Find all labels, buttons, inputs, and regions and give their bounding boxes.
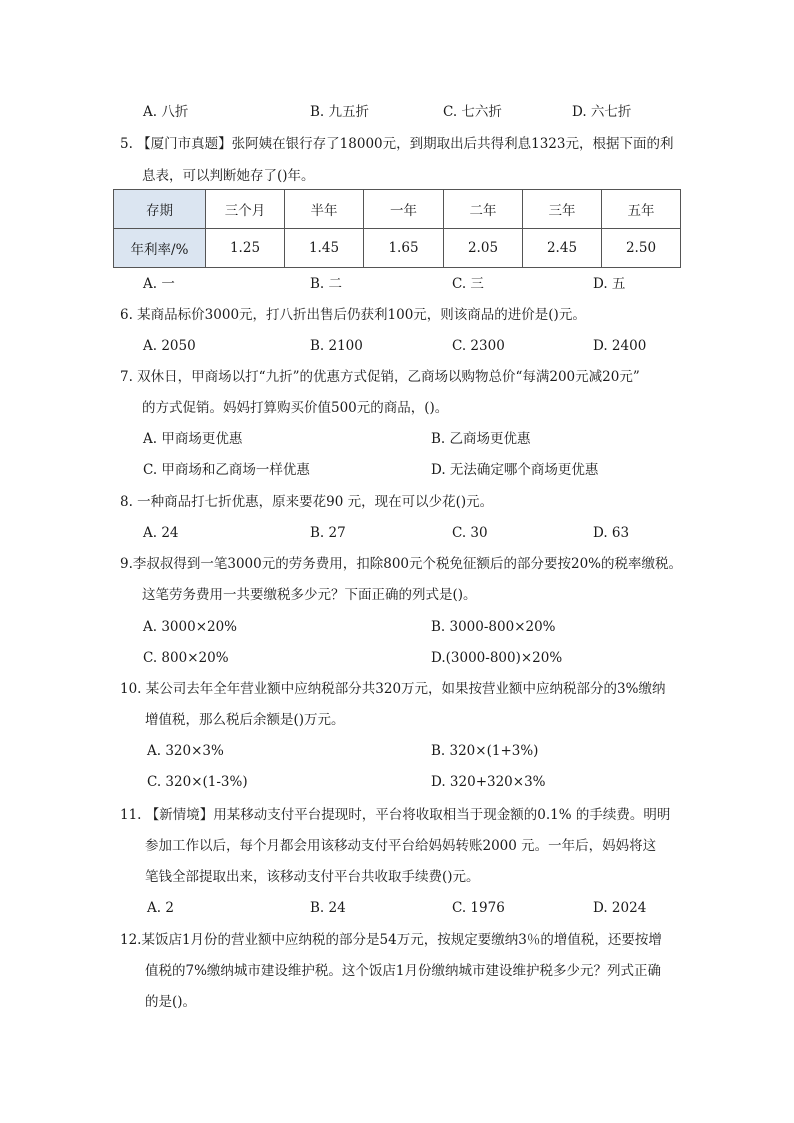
q11-option-c[interactable]: C. 1976: [452, 900, 505, 916]
q5-option-c[interactable]: C. 三: [452, 276, 484, 292]
table-cell: 五年: [602, 190, 681, 229]
q7-option-b[interactable]: B. 乙商场更优惠: [431, 431, 531, 447]
q5-option-b[interactable]: B. 二: [310, 276, 343, 292]
q9-text-line2: 这笔劳务费用一共要缴税多少元？下面正确的列式是()。: [142, 587, 477, 603]
q4-option-b[interactable]: B. 九五折: [310, 104, 370, 120]
table-row: [114, 229, 681, 268]
q12-text-line3: 的是()。: [145, 994, 197, 1010]
q11-text-line1: 11. 【新情境】用某移动支付平台提现时，平台将收取相当于现金额的0.1% 的手续费。明明: [120, 807, 671, 823]
table-cell: 1.25: [206, 229, 285, 268]
table-cell: 三年: [523, 190, 602, 229]
q7-text-line2: 的方式促销。妈妈打算购买价值500元的商品，()。: [142, 400, 449, 416]
q5-option-d[interactable]: D. 五: [593, 276, 626, 292]
q10-option-b[interactable]: B. 320×(1+3%): [431, 743, 539, 759]
q10-text-line2: 增值税，那么税后余额是()万元。: [145, 712, 345, 728]
q4-option-d[interactable]: D. 六七折: [572, 104, 632, 120]
q12-text-line1: 12.某饭店1月份的营业额中应纳税的部分是54万元，按规定要缴纳3％的增值税，还要按增: [120, 932, 662, 948]
q8-text-line1: 8. 一种商品打七折优惠，原来要花90 元，现在可以少花()元。: [120, 494, 494, 510]
table-cell: 2.50: [602, 229, 681, 268]
q11-text-line3: 笔钱全部提取出来，该移动支付平台共收取手续费()元。: [145, 869, 480, 885]
q9-option-a[interactable]: A. 3000×20%: [143, 619, 238, 635]
q10-text-line1: 10. 某公司去年全年营业额中应纳税部分共320万元，如果按营业额中应纳税部分的3%缴纳: [120, 681, 666, 697]
q12-text-line2: 值税的7%缴纳城市建设维护税。这个饭店1月份缴纳城市建设维护税多少元？列式正确: [145, 963, 662, 979]
q8-option-d[interactable]: D. 63: [593, 525, 630, 541]
q7-text-line1: 7. 双休日，甲商场以打“九折”的优惠方式促销，乙商场以购物总价“每满200元减20元”: [120, 369, 640, 385]
table-header-cell: 存期: [114, 190, 206, 229]
q7-option-d[interactable]: D. 无法确定哪个商场更优惠: [431, 462, 599, 478]
q4-option-c[interactable]: C. 七六折: [443, 104, 502, 120]
q9-option-b[interactable]: B. 3000-800×20%: [431, 619, 556, 635]
q6-text-line1: 6. 某商品标价3000元，打八折出售后仍获利100元，则该商品的进价是()元。: [120, 307, 586, 323]
q11-text-line2: 参加工作以后，每个月都会用该移动支付平台给妈妈转账2000 元。一年后，妈妈将这: [145, 838, 657, 854]
q7-option-a[interactable]: A. 甲商场更优惠: [143, 431, 243, 447]
q10-option-d[interactable]: D. 320+320×3%: [431, 774, 546, 790]
table-cell: 三个月: [206, 190, 285, 229]
q11-option-a[interactable]: A. 2: [147, 900, 174, 916]
q11-option-d[interactable]: D. 2024: [593, 900, 647, 916]
q6-option-a[interactable]: A. 2050: [143, 338, 196, 354]
table-cell: 2.45: [523, 229, 602, 268]
q6-option-d[interactable]: D. 2400: [593, 338, 647, 354]
q10-option-c[interactable]: C. 320×(1-3%): [147, 774, 248, 790]
table-cell: 一年: [364, 190, 444, 229]
q7-option-c[interactable]: C. 甲商场和乙商场一样优惠: [143, 462, 310, 478]
q6-option-c[interactable]: C. 2300: [452, 338, 505, 354]
q5-text-line2: 息表，可以判断她存了()年。: [142, 168, 315, 184]
q10-option-a[interactable]: A. 320×3%: [147, 743, 224, 759]
q8-option-a[interactable]: A. 24: [143, 525, 179, 541]
table-cell: 1.45: [285, 229, 364, 268]
q9-option-d[interactable]: D.(3000-800)×20%: [431, 650, 563, 666]
table-row: [114, 190, 681, 229]
q5-text-line1: 5. 【厦门市真题】张阿姨在银行存了18000元，到期取出后共得利息1323元，根据下面的利: [120, 136, 674, 152]
table-header-cell: 年利率/%: [114, 229, 206, 268]
q5-option-a[interactable]: A. 一: [143, 276, 175, 292]
q8-option-b[interactable]: B. 27: [310, 525, 346, 541]
q4-option-a[interactable]: A. 八折: [143, 104, 189, 120]
q8-option-c[interactable]: C. 30: [452, 525, 488, 541]
table-cell: 二年: [444, 190, 523, 229]
q11-option-b[interactable]: B. 24: [310, 900, 346, 916]
table-cell: 2.05: [444, 229, 523, 268]
q9-text-line1: 9.李叔叔得到一笔3000元的劳务费用，扣除800元个税免征额后的部分要按20%的税率缴税。: [120, 556, 683, 572]
interest-rate-table: [113, 189, 681, 268]
table-cell: 1.65: [364, 229, 444, 268]
q9-option-c[interactable]: C. 800×20%: [143, 650, 229, 666]
table-cell: 半年: [285, 190, 364, 229]
q6-option-b[interactable]: B. 2100: [310, 338, 363, 354]
